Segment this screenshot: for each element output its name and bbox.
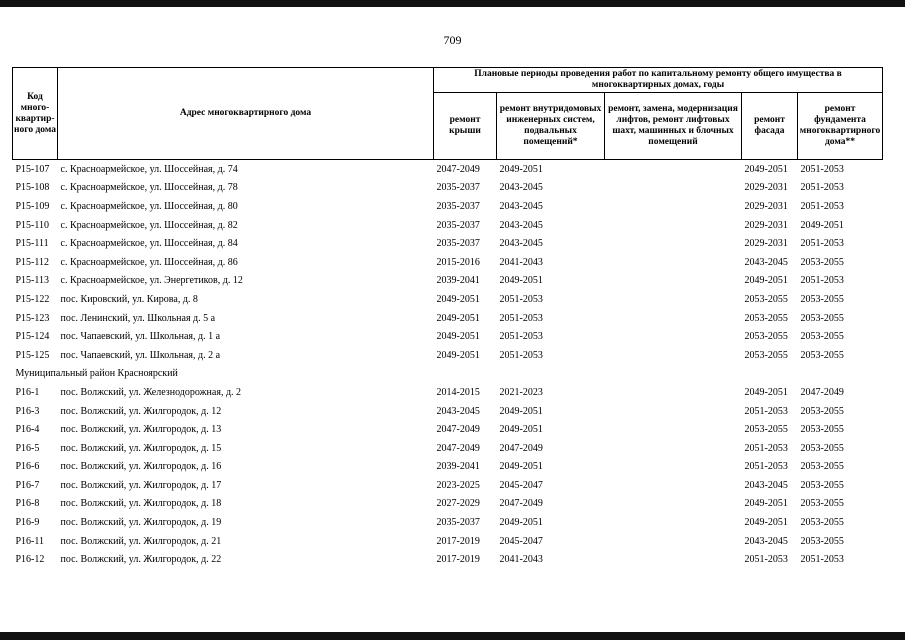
cell-address: пос. Чапаевский, ул. Школьная, д. 1 а [60,331,221,343]
cell-systems: 2049-2051 [499,275,543,287]
cell-facade: 2049-2051 [744,517,788,529]
cell-lifts [605,513,742,532]
table-row [13,309,883,328]
header-periods-group: Плановые периоды проведения работ по капитальному ремонту общего имущества в многоквартирных домах, годы [434,68,883,93]
cell-foundation: 2053-2055 [800,256,844,268]
cell-lifts [605,253,742,272]
cell-roof: 2017-2019 [436,554,480,566]
cell-foundation: 2053-2055 [800,517,844,529]
cell-systems: 2051-2053 [499,331,543,343]
bottom-scan-border [0,632,905,640]
cell-foundation: 2051-2053 [800,200,844,212]
cell-code: P15-125 [15,349,50,361]
cell-code: P15-123 [15,312,50,324]
cell-address: с. Красноармейское, ул. Энергетиков, д. 12 [60,275,243,287]
cell-address: пос. Волжский, ул. Жилгородок, д. 13 [60,424,222,436]
cell-code: P16-9 [15,517,40,529]
cell-code: P16-3 [15,405,40,417]
cell-lifts [605,383,742,402]
cell-facade: 2049-2051 [744,163,788,175]
cell-facade: 2029-2031 [744,219,788,231]
cell-address: пос. Волжский, ул. Жилгородок, д. 19 [60,517,222,529]
cell-facade: 2049-2051 [744,386,788,398]
cell-code: P16-5 [15,442,40,454]
cell-address: пос. Волжский, ул. Жилгородок, д. 17 [60,479,222,491]
cell-lifts [605,420,742,439]
cell-facade: 2043-2045 [744,479,788,491]
cell-lifts [605,532,742,551]
cell-foundation: 2053-2055 [800,479,844,491]
cell-foundation: 2053-2055 [800,535,844,547]
cell-facade: 2053-2055 [744,312,788,324]
cell-foundation: 2047-2049 [800,386,844,398]
section-title: Муниципальный район Красноярский [15,368,178,380]
cell-lifts [605,272,742,291]
table-row [13,402,883,421]
cell-foundation: 2053-2055 [800,312,844,324]
cell-roof: 2047-2049 [436,442,480,454]
cell-foundation: 2053-2055 [800,442,844,454]
cell-facade: 2053-2055 [744,331,788,343]
top-scan-border [0,0,905,7]
cell-foundation: 2051-2053 [800,238,844,250]
cell-foundation: 2051-2053 [800,182,844,194]
cell-address: пос. Волжский, ул. Жилгородок, д. 15 [60,442,222,454]
cell-facade: 2029-2031 [744,182,788,194]
cell-facade: 2051-2053 [744,405,788,417]
cell-code: P15-113 [15,275,50,287]
cell-facade: 2049-2051 [744,275,788,287]
cell-foundation: 2053-2055 [800,461,844,473]
cell-roof: 2017-2019 [436,535,480,547]
cell-roof: 2035-2037 [436,219,480,231]
cell-facade: 2051-2053 [744,461,788,473]
cell-systems: 2049-2051 [499,424,543,436]
cell-roof: 2035-2037 [436,200,480,212]
cell-roof: 2035-2037 [436,517,480,529]
cell-systems: 2049-2051 [499,461,543,473]
table-row [13,290,883,309]
table-body-part-2 [13,383,883,569]
cell-lifts [605,216,742,235]
cell-roof: 2027-2029 [436,498,480,510]
table-body-part-1 [13,160,883,365]
cell-systems: 2041-2043 [499,554,543,566]
cell-systems: 2041-2043 [499,256,543,268]
cell-address: пос. Волжский, ул. Железнодорожная, д. 2 [60,386,242,398]
cell-foundation: 2051-2053 [800,163,844,175]
cell-address: пос. Ленинский, ул. Школьная д. 5 а [60,312,216,324]
cell-lifts [605,234,742,253]
table-row [13,495,883,514]
cell-systems: 2021-2023 [499,386,543,398]
header-systems: ремонт внутридомовых инженерных систем, подвальных помещений* [497,93,605,160]
cell-roof: 2015-2016 [436,256,480,268]
table-row [13,476,883,495]
header-code: Код много-квартир-ного дома [13,68,58,160]
cell-facade: 2043-2045 [744,535,788,547]
header-foundation: ремонт фундамента многоквартирного дома** [798,93,883,160]
cell-facade: 2029-2031 [744,200,788,212]
cell-facade: 2051-2053 [744,554,788,566]
cell-foundation: 2051-2053 [800,554,844,566]
cell-lifts [605,346,742,365]
cell-foundation: 2053-2055 [800,424,844,436]
table-row [13,458,883,477]
cell-code: P16-7 [15,479,40,491]
cell-roof: 2043-2045 [436,405,480,417]
cell-roof: 2035-2037 [436,182,480,194]
header-lifts: ремонт, замена, модернизация лифтов, ремонт лифтовых шахт, машинных и блочных помещений [605,93,742,160]
cell-address: пос. Волжский, ул. Жилгородок, д. 16 [60,461,222,473]
cell-lifts [605,290,742,309]
header-roof: ремонт крыши [434,93,497,160]
cell-roof: 2047-2049 [436,424,480,436]
table-row [13,179,883,198]
table-row [13,216,883,235]
cell-code: P15-122 [15,293,50,305]
cell-code: P15-111 [15,238,49,250]
cell-lifts [605,160,742,179]
cell-roof: 2039-2041 [436,461,480,473]
cell-address: пос. Волжский, ул. Жилгородок, д. 18 [60,498,222,510]
cell-roof: 2049-2051 [436,331,480,343]
table-row [13,439,883,458]
cell-lifts [605,458,742,477]
cell-systems: 2049-2051 [499,405,543,417]
cell-systems: 2045-2047 [499,479,543,491]
cell-code: P15-108 [15,182,50,194]
capital-repair-table [12,67,883,569]
cell-address: пос. Волжский, ул. Жилгородок, д. 22 [60,554,222,566]
table-row [13,532,883,551]
cell-lifts [605,495,742,514]
cell-lifts [605,309,742,328]
cell-foundation: 2051-2053 [800,275,844,287]
cell-code: P16-4 [15,424,40,436]
cell-address: с. Красноармейское, ул. Шоссейная, д. 84 [60,238,238,250]
cell-lifts [605,439,742,458]
cell-roof: 2023-2025 [436,479,480,491]
cell-code: P15-124 [15,331,50,343]
table-row [13,383,883,402]
cell-roof: 2047-2049 [436,163,480,175]
cell-address: с. Красноармейское, ул. Шоссейная, д. 80 [60,200,238,212]
cell-roof: 2049-2051 [436,293,480,305]
cell-code: P15-109 [15,200,50,212]
section-row [13,365,883,384]
table-row [13,420,883,439]
header-address: Адрес многоквартирного дома [58,68,434,160]
cell-roof: 2014-2015 [436,386,480,398]
table-row [13,272,883,291]
cell-roof: 2039-2041 [436,275,480,287]
section-heading-group [13,365,883,384]
cell-foundation: 2049-2051 [800,219,844,231]
cell-systems: 2051-2053 [499,312,543,324]
cell-lifts [605,327,742,346]
table-row [13,197,883,216]
cell-code: P15-112 [15,256,50,268]
cell-facade: 2043-2045 [744,256,788,268]
cell-systems: 2051-2053 [499,349,543,361]
page-number: 709 [443,33,462,47]
table-row [13,234,883,253]
cell-facade: 2053-2055 [744,293,788,305]
cell-systems: 2043-2045 [499,238,543,250]
cell-code: P16-12 [15,554,45,566]
cell-roof: 2035-2037 [436,238,480,250]
cell-systems: 2043-2045 [499,219,543,231]
cell-facade: 2049-2051 [744,498,788,510]
cell-address: пос. Волжский, ул. Жилгородок, д. 21 [60,535,222,547]
cell-systems: 2049-2051 [499,163,543,175]
cell-address: с. Красноармейское, ул. Шоссейная, д. 74 [60,163,238,175]
cell-systems: 2043-2045 [499,200,543,212]
cell-lifts [605,550,742,569]
cell-systems: 2049-2051 [499,517,543,529]
cell-address: с. Красноармейское, ул. Шоссейная, д. 78 [60,182,238,194]
cell-address: пос. Чапаевский, ул. Школьная, д. 2 а [60,349,221,361]
table-row [13,346,883,365]
cell-foundation: 2053-2055 [800,293,844,305]
cell-address: пос. Кировский, ул. Кирова, д. 8 [60,293,198,305]
cell-foundation: 2053-2055 [800,405,844,417]
cell-code: P16-11 [15,535,45,547]
cell-lifts [605,179,742,198]
cell-facade: 2051-2053 [744,442,788,454]
cell-foundation: 2053-2055 [800,349,844,361]
cell-foundation: 2053-2055 [800,498,844,510]
cell-address: пос. Волжский, ул. Жилгородок, д. 12 [60,405,222,417]
cell-roof: 2049-2051 [436,312,480,324]
cell-address: с. Красноармейское, ул. Шоссейная, д. 82 [60,219,238,231]
cell-roof: 2049-2051 [436,349,480,361]
cell-systems: 2043-2045 [499,182,543,194]
table-row [13,253,883,272]
table-row [13,513,883,532]
cell-address: с. Красноармейское, ул. Шоссейная, д. 86 [60,256,238,268]
cell-code: P16-8 [15,498,40,510]
cell-systems: 2047-2049 [499,498,543,510]
table-row [13,327,883,346]
cell-code: P15-110 [15,219,50,231]
cell-code: P15-107 [15,163,50,175]
cell-lifts [605,197,742,216]
cell-systems: 2045-2047 [499,535,543,547]
cell-facade: 2053-2055 [744,349,788,361]
cell-lifts [605,476,742,495]
cell-lifts [605,402,742,421]
header-facade: ремонт фасада [742,93,798,160]
cell-code: P16-1 [15,386,40,398]
cell-facade: 2029-2031 [744,238,788,250]
cell-facade: 2053-2055 [744,424,788,436]
cell-foundation: 2053-2055 [800,331,844,343]
table-row [13,160,883,179]
table-row [13,550,883,569]
cell-code: P16-6 [15,461,40,473]
cell-systems: 2051-2053 [499,293,543,305]
cell-systems: 2047-2049 [499,442,543,454]
